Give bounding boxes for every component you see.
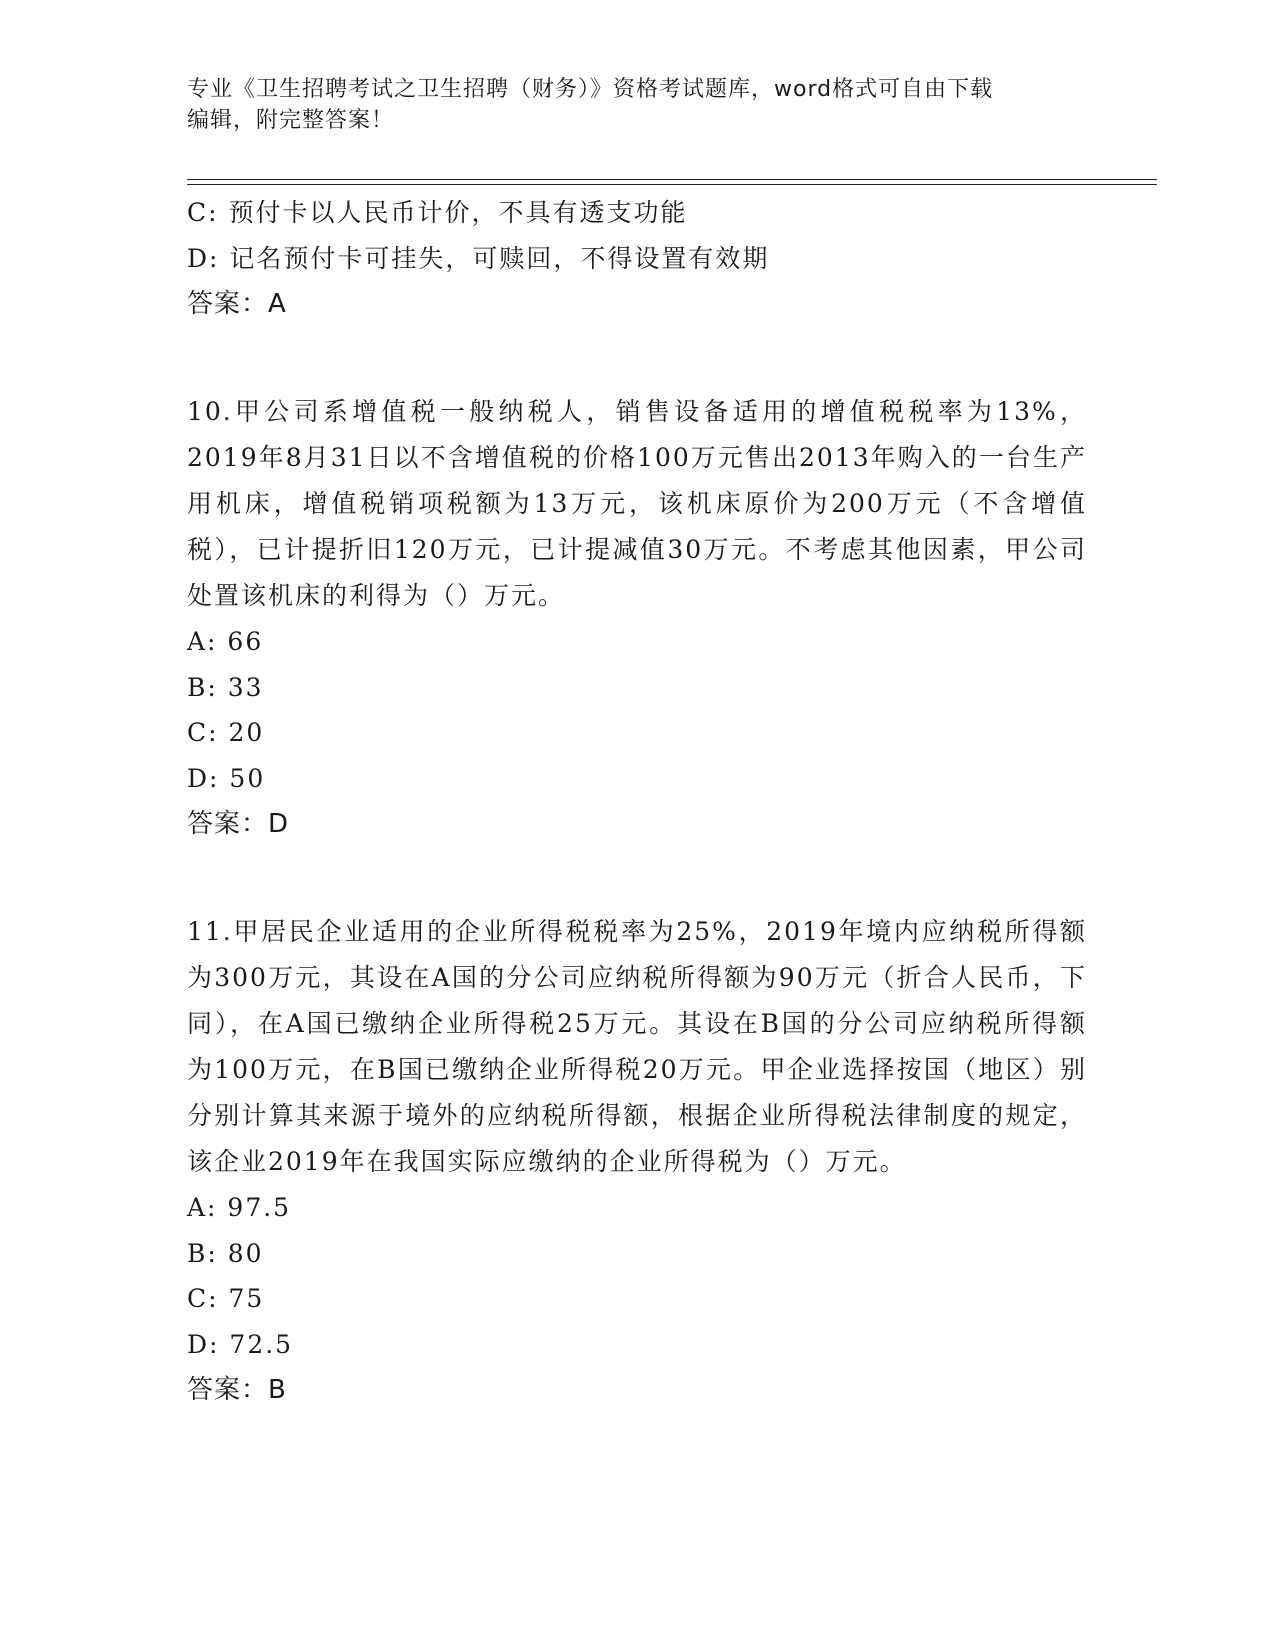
option-c: C: 预付卡以人民币计价，不具有透支功能 [187,198,688,227]
answer-line: 答案：B [187,1375,287,1405]
option-c: C: 20 [187,718,265,747]
question-stem: 11.甲居民企业适用的企业所得税税率为25%，2019年境内应纳税所得额为300万元，其设在A国的分公司应纳税所得额为90万元（折合人民币，下同），在A国已缴纳企业所得税25万元。其设在B国的分公司应纳税所得额为100万元，在B国已缴纳企业所得税20万元。甲企业选择按国（地区）别分别计算其来源于境外的应纳税所得额，根据企业所得税法律制度的规定，该企业2019年在我国实际应缴纳的企业所得税为（）万元。 [187,917,1087,1176]
header-divider-top [187,179,1157,180]
header-divider-bottom [187,184,1157,185]
question-11 [187,909,1087,1413]
header-line-1: 专业《卫生招聘考试之卫生招聘（财务）》资格考试题库，word格式可自由下载 [187,77,994,102]
previous-question-tail [187,190,1087,327]
question-10 [187,389,1087,847]
option-b: B: 33 [187,672,264,702]
option-a: A: 97.5 [187,1193,292,1222]
option-d: D: 72.5 [187,1329,294,1359]
option-d: D: 50 [187,763,266,793]
question-content [187,190,1087,1413]
answer-line: 答案：D [187,809,290,839]
question-stem: 10.甲公司系增值税一般纳税人，销售设备适用的增值税税率为13%，2019年8月31日以不含增值税的价格100万元售出2013年购入的一台生产用机床，增值税销项税额为13万元，该机床原价为200万元（不含增值税），已计提折旧120万元，已计提减值30万元。不考虑其他因素，甲公司处置该机床的利得为（）万元。 [187,397,1087,610]
option-a: A: 66 [187,627,264,656]
document-header [187,74,1077,136]
option-b: B: 80 [187,1238,264,1268]
option-c: C: 75 [187,1284,265,1313]
header-line-2: 编辑，附完整答案！ [187,108,395,133]
answer-line: 答案：A [187,289,287,319]
option-d: D: 记名预付卡可挂失，可赎回，不得设置有效期 [187,243,770,273]
